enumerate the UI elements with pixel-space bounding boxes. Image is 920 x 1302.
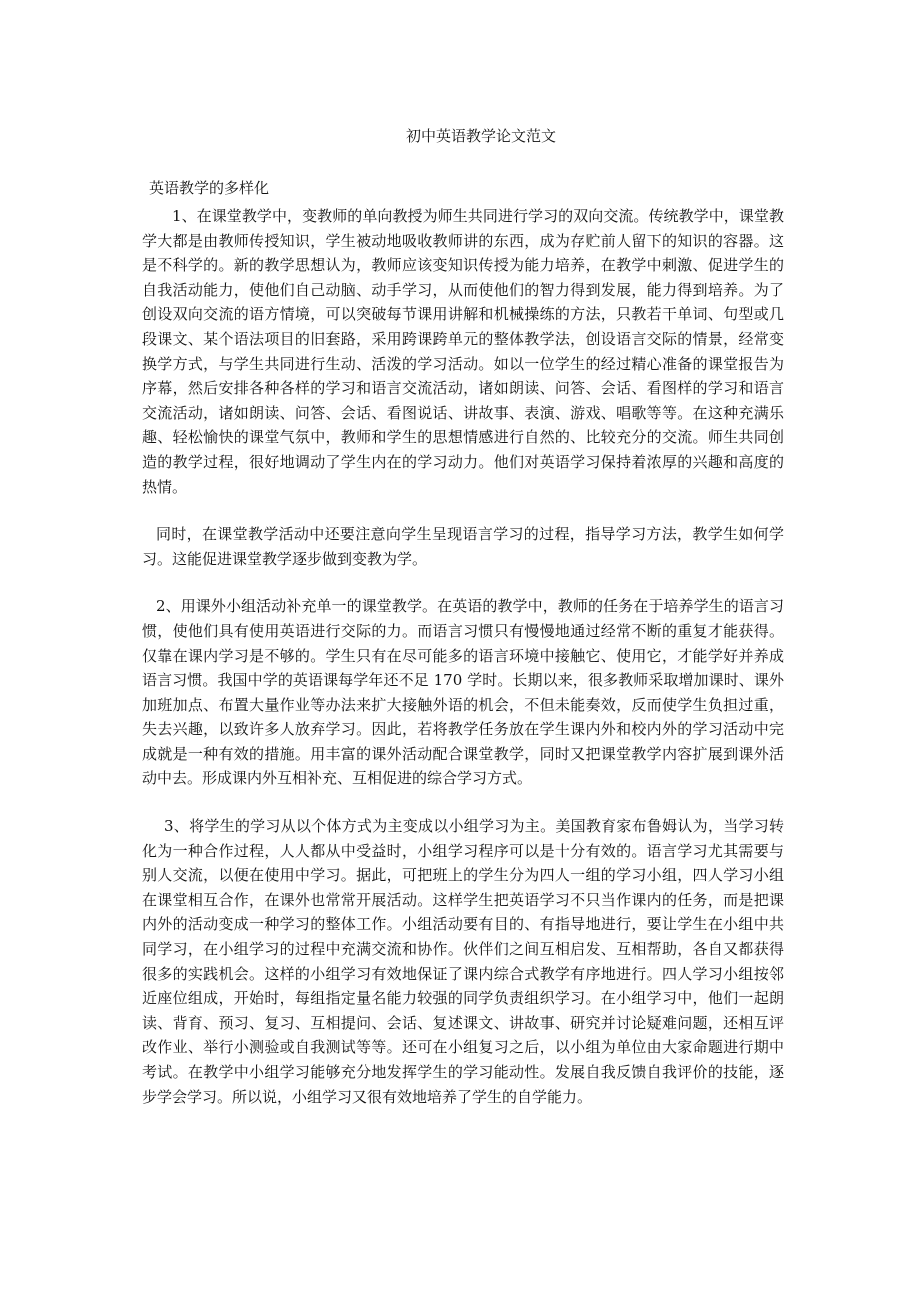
section-heading: 英语教学的多样化 — [149, 179, 270, 197]
paragraph-3: 2、用课外小组活动补充单一的课堂教学。在英语的教学中，教师的任务在于培养学生的语言习惯，使他们具有使用英语进行交际的力。而语言习惯只有慢慢地通过经常不断的重复才能获得。仅靠在课内学习是不够的。学生只有在尽可能多的语言环境中接触它、使用它，才能学好并养成语言习惯。我国中学的英语课每学年还不足 170 学时。长期以来，很多教师采取增加课时、课外加班加点、布置大量作业等办法来扩大接触外语的机会，不但未能奏效，反而使学生负担过重，失去兴趣，以致许多人放弃学习。因此，若将教学任务放在学生课内外和校内外的学习活动中完成就是一种有效的措施。用丰富的课外活动配合课堂教学，同时又把课堂教学内容扩展到课外活动中去。形成课内外互相补充、互相促进的综合学习方式。 — [142, 597, 784, 788]
paragraph-2: 同时，在课堂教学活动中还要注意向学生呈现语言学习的过程，指导学习方法，教学生如何学习。这能促进课堂教学逐步做到变教为学。 — [142, 525, 784, 568]
document-page — [142, 126, 784, 1109]
document-title: 初中英语教学论文范文 — [405, 127, 556, 145]
paragraph-4: 3、将学生的学习从以个体方式为主变成以小组学习为主。美国教育家布鲁姆认为，当学习转化为一种合作过程，人人都从中受益时，小组学习程序可以是十分有效的。语言学习尤其需要与别人交流，以便在使用中学习。据此，可把班上的学生分为四人一组的学习小组，四人学习小组在课堂相互合作，在课外也常常开展活动。这样学生把英语学习不只当作课内的任务，而是把课内外的活动变成一种学习的整体工作。小组活动要有目的、有指导地进行，要让学生在小组中共同学习，在小组学习的过程中充满交流和协作。伙伴们之间互相启发、互相帮助，各自又都获得很多的实践机会。这样的小组学习有效地保证了课内综合式教学有序地进行。四人学习小组按邻近座位组成，开始时，每组指定量名能力较强的同学负责组织学习。在小组学习中，他们一起朗读、背育、预习、复习、互相提问、会话、复述课文、讲故事、研究并讨论疑难问题，还相互评改作业、举行小测验或自我测试等等。还可在小组复习之后，以小组为单位由大家命题进行期中考试。在教学中小组学习能够充分地发挥学生的学习能动性。发展自我反馈自我评价的技能，逐步学会学习。所以说，小组学习又很有效地培养了学生的自学能力。 — [142, 817, 784, 1106]
paragraph-1: 1、在课堂教学中，变教师的单向教授为师生共同进行学习的双向交流。传统教学中，课堂教学大都是由教师传授知识，学生被动地吸收教师讲的东西，成为存贮前人留下的知识的容器。这是不科学的。新的教学思想认为，教师应该变知识传授为能力培养，在教学中刺激、促进学生的自我活动能力，使他们自己动脑、动手学习，从而使他们的智力得到发展，能力得到培养。为了创设双向交流的语方情境，可以突破每节课用讲解和机械操练的方法，只教若干单词、句型或几段课文、某个语法项目的旧套路，采用跨课跨单元的整体教学法，创设语言交际的情景，经常变换学方式，与学生共同进行生动、活泼的学习活动。如以一位学生的经过精心准备的课堂报告为序幕，然后安排各种各样的学习和语言交流活动，诸如朗读、问答、会话、看图样的学习和语言交流活动，诸如朗读、问答、会话、看图说话、讲故事、表演、游戏、唱歌等等。在这种充满乐趣、轻松愉快的课堂气氛中，教师和学生的思想情感进行自然的、比较充分的交流。师生共同创造的教学过程，很好地调动了学生内在的学习动力。他们对英语学习保持着浓厚的兴趣和高度的热情。 — [142, 207, 784, 496]
